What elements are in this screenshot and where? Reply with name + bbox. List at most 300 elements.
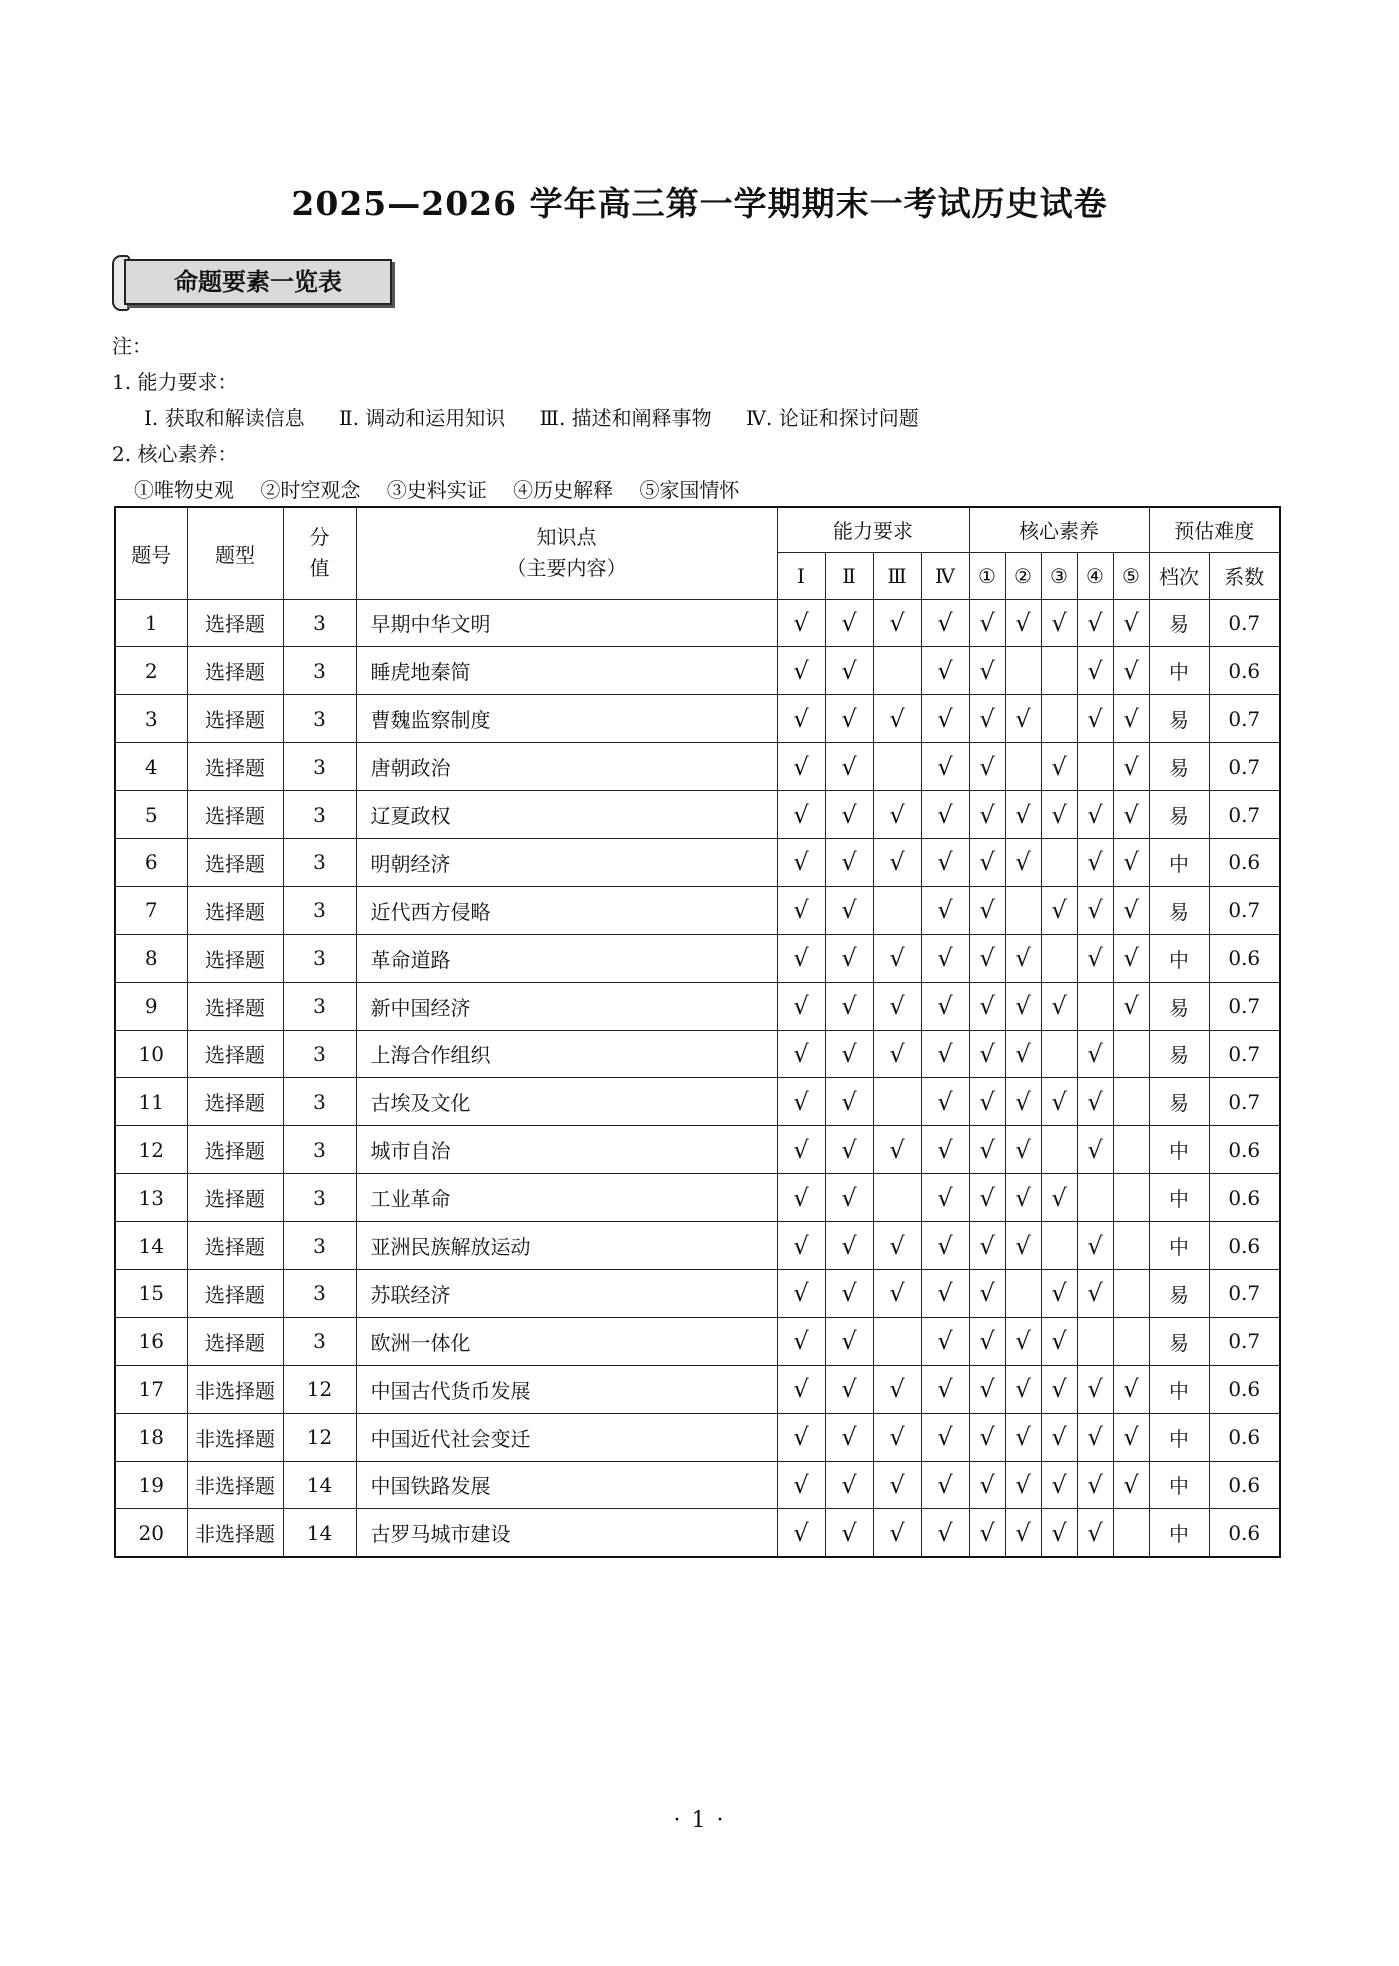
header-topic-line1: 知识点 [536,525,597,550]
ability-1-cell: √ [777,982,825,1030]
ability-3-cell: √ [873,1126,921,1174]
table-row [115,743,1280,791]
ability-2-cell: √ [825,791,873,839]
difficulty-level: 中 [1149,647,1209,695]
ability-3-cell: √ [873,599,921,647]
question-number: 14 [115,1222,187,1270]
header-literacy-4: ④ [1077,552,1113,599]
literacy-2-cell [1005,1269,1041,1317]
table-row [115,599,1280,647]
ability-2-cell: √ [825,982,873,1030]
knowledge-point: 欧洲一体化 [356,1317,777,1365]
question-type: 选择题 [187,1174,283,1222]
note-label: 注： [112,334,152,358]
literacy-3-cell [1041,1030,1077,1078]
ability-4-cell: √ [921,599,969,647]
literacy-4-cell: √ [1077,1126,1113,1174]
literacy-4-cell: √ [1077,1365,1113,1413]
ability-4-cell: √ [921,934,969,982]
literacy-3-cell [1041,695,1077,743]
literacy-2-cell: √ [1005,1078,1041,1126]
literacy-5-cell [1113,1317,1149,1365]
knowledge-point: 上海合作组织 [356,1030,777,1078]
literacy-5-cell [1113,1078,1149,1126]
question-type: 选择题 [187,743,283,791]
literacy-5-cell: √ [1113,599,1149,647]
literacy-5-cell: √ [1113,886,1149,934]
question-number: 9 [115,982,187,1030]
literacy-1-cell: √ [969,743,1005,791]
knowledge-point: 辽夏政权 [356,791,777,839]
ability-1-cell: √ [777,743,825,791]
question-score: 3 [283,1222,356,1270]
question-score: 3 [283,982,356,1030]
ability-2-cell: √ [825,743,873,791]
literacy-3-cell: √ [1041,743,1077,791]
ability-item: Ⅱ. 调动和运用知识 [338,406,506,430]
difficulty-coefficient: 0.7 [1209,1317,1280,1365]
question-number: 1 [115,599,187,647]
ability-4-cell: √ [921,838,969,886]
literacy-2-cell: √ [1005,1461,1041,1509]
literacy-4-cell: √ [1077,1269,1113,1317]
literacy-3-cell [1041,1222,1077,1270]
ability-4-cell: √ [921,1030,969,1078]
question-number: 8 [115,934,187,982]
literacy-5-cell: √ [1113,647,1149,695]
question-type: 选择题 [187,1126,283,1174]
literacy-2-cell [1005,886,1041,934]
header-coef: 系数 [1209,552,1280,599]
ability-4-cell: √ [921,886,969,934]
ability-3-cell: √ [873,791,921,839]
table-row [115,1509,1280,1557]
question-number: 17 [115,1365,187,1413]
elements-table [114,506,1281,1558]
question-score: 3 [283,1269,356,1317]
ability-2-cell: √ [825,695,873,743]
header-literacy-3: ③ [1041,552,1077,599]
question-score: 12 [283,1413,356,1461]
ability-2-cell: √ [825,1030,873,1078]
ability-1-cell: √ [777,1461,825,1509]
header-topic-line2: （主要内容） [506,556,627,581]
table-row [115,1126,1280,1174]
literacy-4-cell: √ [1077,934,1113,982]
ability-1-cell: √ [777,1413,825,1461]
question-type: 非选择题 [187,1413,283,1461]
literacy-4-cell: √ [1077,1078,1113,1126]
ability-item: Ⅲ. 描述和阐释事物 [539,406,712,430]
ability-2-cell: √ [825,1126,873,1174]
ability-3-cell: √ [873,1269,921,1317]
literacy-1-cell: √ [969,1365,1005,1413]
literacy-1-cell: √ [969,838,1005,886]
ability-2-cell: √ [825,838,873,886]
question-number: 7 [115,886,187,934]
question-score: 3 [283,599,356,647]
literacy-3-cell: √ [1041,1269,1077,1317]
difficulty-level: 易 [1149,743,1209,791]
difficulty-coefficient: 0.7 [1209,982,1280,1030]
ability-1-cell: √ [777,1030,825,1078]
difficulty-coefficient: 0.7 [1209,599,1280,647]
ability-1-cell: √ [777,886,825,934]
ability-2-cell: √ [825,1461,873,1509]
header-ability: 能力要求 [777,507,969,552]
table-row [115,838,1280,886]
notes-section [112,328,919,508]
question-score: 14 [283,1461,356,1509]
difficulty-coefficient: 0.7 [1209,886,1280,934]
question-number: 5 [115,791,187,839]
knowledge-point: 睡虎地秦简 [356,647,777,695]
difficulty-coefficient: 0.6 [1209,838,1280,886]
knowledge-point: 古埃及文化 [356,1078,777,1126]
knowledge-point: 中国古代货币发展 [356,1365,777,1413]
ability-2-cell: √ [825,1078,873,1126]
ability-item: Ⅰ. 获取和解读信息 [144,406,305,430]
knowledge-point: 曹魏监察制度 [356,695,777,743]
table-row [115,934,1280,982]
difficulty-coefficient: 0.7 [1209,791,1280,839]
literacy-3-cell: √ [1041,599,1077,647]
difficulty-coefficient: 0.6 [1209,1509,1280,1557]
knowledge-point: 中国近代社会变迁 [356,1413,777,1461]
knowledge-point: 早期中华文明 [356,599,777,647]
question-number: 15 [115,1269,187,1317]
header-ability-4: Ⅳ [921,552,969,599]
question-number: 6 [115,838,187,886]
literacy-3-cell [1041,934,1077,982]
question-type: 选择题 [187,791,283,839]
ability-3-cell: √ [873,1222,921,1270]
question-type: 选择题 [187,886,283,934]
literacy-5-cell: √ [1113,934,1149,982]
ability-3-cell: √ [873,1413,921,1461]
literacy-2-cell: √ [1005,1174,1041,1222]
literacy-item: ②时空观念 [260,478,361,502]
question-score: 3 [283,1126,356,1174]
table-row [115,982,1280,1030]
literacy-4-cell [1077,982,1113,1030]
ability-1-cell: √ [777,1126,825,1174]
table-row [115,1269,1280,1317]
ability-heading: 1. 能力要求： [112,370,238,394]
question-type: 选择题 [187,1317,283,1365]
header-ability-3: Ⅲ [873,552,921,599]
question-type: 选择题 [187,695,283,743]
ability-3-cell: √ [873,838,921,886]
ability-item: Ⅳ. 论证和探讨问题 [746,406,919,430]
literacy-4-cell: √ [1077,886,1113,934]
header-score [283,507,356,599]
literacy-1-cell: √ [969,647,1005,695]
ability-4-cell: √ [921,1174,969,1222]
ability-2-cell: √ [825,1222,873,1270]
header-ability-2: Ⅱ [825,552,873,599]
difficulty-coefficient: 0.6 [1209,1365,1280,1413]
knowledge-point: 亚洲民族解放运动 [356,1222,777,1270]
question-type: 非选择题 [187,1461,283,1509]
table-row [115,1174,1280,1222]
difficulty-coefficient: 0.6 [1209,647,1280,695]
ability-1-cell: √ [777,647,825,695]
ability-1-cell: √ [777,1317,825,1365]
difficulty-coefficient: 0.7 [1209,1078,1280,1126]
ability-3-cell [873,1317,921,1365]
literacy-4-cell: √ [1077,838,1113,886]
literacy-3-cell: √ [1041,1413,1077,1461]
ability-3-cell [873,886,921,934]
knowledge-point: 新中国经济 [356,982,777,1030]
table-row [115,1078,1280,1126]
literacy-3-cell: √ [1041,1078,1077,1126]
literacy-3-cell [1041,838,1077,886]
ability-2-cell: √ [825,1509,873,1557]
ability-4-cell: √ [921,982,969,1030]
literacy-item: ③史料实证 [386,478,487,502]
literacy-1-cell: √ [969,1509,1005,1557]
ability-2-cell: √ [825,886,873,934]
question-number: 16 [115,1317,187,1365]
ability-3-cell: √ [873,1509,921,1557]
knowledge-point: 中国铁路发展 [356,1461,777,1509]
ability-3-cell [873,1078,921,1126]
difficulty-level: 中 [1149,1126,1209,1174]
knowledge-point: 革命道路 [356,934,777,982]
literacy-4-cell [1077,1317,1113,1365]
literacy-2-cell: √ [1005,1365,1041,1413]
ability-1-cell: √ [777,1222,825,1270]
literacy-4-cell: √ [1077,599,1113,647]
ability-3-cell: √ [873,695,921,743]
ability-4-cell: √ [921,695,969,743]
literacy-1-cell: √ [969,599,1005,647]
difficulty-level: 易 [1149,1317,1209,1365]
literacy-2-cell: √ [1005,1317,1041,1365]
question-type: 选择题 [187,599,283,647]
literacy-5-cell: √ [1113,982,1149,1030]
knowledge-point: 唐朝政治 [356,743,777,791]
question-type: 选择题 [187,838,283,886]
ability-4-cell: √ [921,1078,969,1126]
table-row [115,695,1280,743]
ability-2-cell: √ [825,934,873,982]
ability-3-cell: √ [873,934,921,982]
difficulty-level: 易 [1149,982,1209,1030]
literacy-3-cell [1041,647,1077,695]
question-number: 11 [115,1078,187,1126]
header-num: 题号 [115,507,187,599]
literacy-4-cell [1077,743,1113,791]
question-number: 10 [115,1030,187,1078]
literacy-5-cell: √ [1113,791,1149,839]
difficulty-coefficient: 0.6 [1209,1174,1280,1222]
ability-2-cell: √ [825,599,873,647]
question-number: 2 [115,647,187,695]
literacy-1-cell: √ [969,1222,1005,1270]
table-row [115,1317,1280,1365]
literacy-2-cell: √ [1005,1126,1041,1174]
table-row [115,1413,1280,1461]
question-type: 选择题 [187,1030,283,1078]
literacy-2-cell [1005,743,1041,791]
ability-2-cell: √ [825,647,873,695]
literacy-5-cell [1113,1174,1149,1222]
ability-3-cell [873,647,921,695]
ability-1-cell: √ [777,1078,825,1126]
literacy-1-cell: √ [969,1413,1005,1461]
ability-3-cell: √ [873,1461,921,1509]
question-type: 非选择题 [187,1365,283,1413]
header-score-line1: 分 [309,525,330,550]
ability-4-cell: √ [921,647,969,695]
question-number: 4 [115,743,187,791]
ability-1-cell: √ [777,695,825,743]
table-row [115,1222,1280,1270]
ability-4-cell: √ [921,1365,969,1413]
header-literacy-2: ② [1005,552,1041,599]
difficulty-coefficient: 0.7 [1209,1030,1280,1078]
literacy-5-cell: √ [1113,1461,1149,1509]
table-body [115,599,1280,1557]
difficulty-level: 易 [1149,886,1209,934]
literacy-1-cell: √ [969,695,1005,743]
difficulty-level: 易 [1149,599,1209,647]
knowledge-point: 明朝经济 [356,838,777,886]
literacy-5-cell: √ [1113,1413,1149,1461]
header-literacy-5: ⑤ [1113,552,1149,599]
literacy-2-cell: √ [1005,695,1041,743]
question-score: 3 [283,695,356,743]
table-row [115,1030,1280,1078]
difficulty-coefficient: 0.7 [1209,1269,1280,1317]
difficulty-level: 中 [1149,1222,1209,1270]
literacy-3-cell: √ [1041,1365,1077,1413]
ability-3-cell: √ [873,1365,921,1413]
ability-2-cell: √ [825,1269,873,1317]
ability-1-cell: √ [777,599,825,647]
literacy-2-cell: √ [1005,1030,1041,1078]
question-number: 19 [115,1461,187,1509]
ability-4-cell: √ [921,1126,969,1174]
literacy-1-cell: √ [969,1030,1005,1078]
literacy-4-cell: √ [1077,1509,1113,1557]
table-row [115,1461,1280,1509]
literacy-2-cell: √ [1005,599,1041,647]
ability-3-cell [873,743,921,791]
literacy-1-cell: √ [969,982,1005,1030]
literacy-3-cell: √ [1041,982,1077,1030]
literacy-1-cell: √ [969,1461,1005,1509]
difficulty-level: 中 [1149,1461,1209,1509]
ability-4-cell: √ [921,1317,969,1365]
literacy-2-cell: √ [1005,1413,1041,1461]
difficulty-level: 中 [1149,1365,1209,1413]
ability-4-cell: √ [921,791,969,839]
literacy-4-cell: √ [1077,791,1113,839]
header-literacy: 核心素养 [969,507,1149,552]
section-banner [112,255,394,311]
literacy-2-cell: √ [1005,791,1041,839]
header-difficulty: 预估难度 [1149,507,1280,552]
difficulty-level: 中 [1149,1413,1209,1461]
literacy-5-cell: √ [1113,838,1149,886]
ability-3-cell: √ [873,982,921,1030]
table-row [115,1365,1280,1413]
ability-3-cell [873,1174,921,1222]
literacy-5-cell [1113,1126,1149,1174]
question-number: 3 [115,695,187,743]
knowledge-point: 苏联经济 [356,1269,777,1317]
literacy-3-cell: √ [1041,1174,1077,1222]
ability-3-cell: √ [873,1030,921,1078]
difficulty-level: 易 [1149,695,1209,743]
difficulty-coefficient: 0.6 [1209,1413,1280,1461]
difficulty-level: 中 [1149,1509,1209,1557]
question-number: 18 [115,1413,187,1461]
question-number: 12 [115,1126,187,1174]
knowledge-point: 城市自治 [356,1126,777,1174]
difficulty-level: 中 [1149,838,1209,886]
literacy-4-cell: √ [1077,695,1113,743]
question-type: 选择题 [187,982,283,1030]
difficulty-level: 中 [1149,1174,1209,1222]
knowledge-point: 近代西方侵略 [356,886,777,934]
literacy-1-cell: √ [969,791,1005,839]
literacy-list [112,472,919,508]
question-score: 3 [283,1078,356,1126]
literacy-1-cell: √ [969,1269,1005,1317]
question-score: 14 [283,1509,356,1557]
page-number: · 1 · [673,1808,726,1833]
ability-4-cell: √ [921,1413,969,1461]
ability-4-cell: √ [921,1269,969,1317]
literacy-5-cell [1113,1269,1149,1317]
ability-4-cell: √ [921,743,969,791]
literacy-5-cell: √ [1113,1365,1149,1413]
table-row [115,886,1280,934]
header-type: 题型 [187,507,283,599]
difficulty-coefficient: 0.6 [1209,1126,1280,1174]
header-topic [356,507,777,599]
knowledge-point: 古罗马城市建设 [356,1509,777,1557]
literacy-1-cell: √ [969,1078,1005,1126]
literacy-3-cell [1041,1126,1077,1174]
question-type: 选择题 [187,1222,283,1270]
question-type: 选择题 [187,1269,283,1317]
question-type: 非选择题 [187,1509,283,1557]
literacy-3-cell: √ [1041,886,1077,934]
literacy-1-cell: √ [969,886,1005,934]
difficulty-level: 易 [1149,1078,1209,1126]
literacy-5-cell [1113,1030,1149,1078]
literacy-2-cell [1005,647,1041,695]
difficulty-coefficient: 0.7 [1209,743,1280,791]
question-score: 3 [283,838,356,886]
question-score: 3 [283,1174,356,1222]
ability-1-cell: √ [777,1174,825,1222]
literacy-item: ④历史解释 [513,478,614,502]
literacy-4-cell: √ [1077,1461,1113,1509]
difficulty-coefficient: 0.6 [1209,934,1280,982]
literacy-5-cell: √ [1113,695,1149,743]
literacy-4-cell: √ [1077,1222,1113,1270]
question-number: 13 [115,1174,187,1222]
literacy-item: ⑤家国情怀 [639,478,740,502]
question-type: 选择题 [187,934,283,982]
